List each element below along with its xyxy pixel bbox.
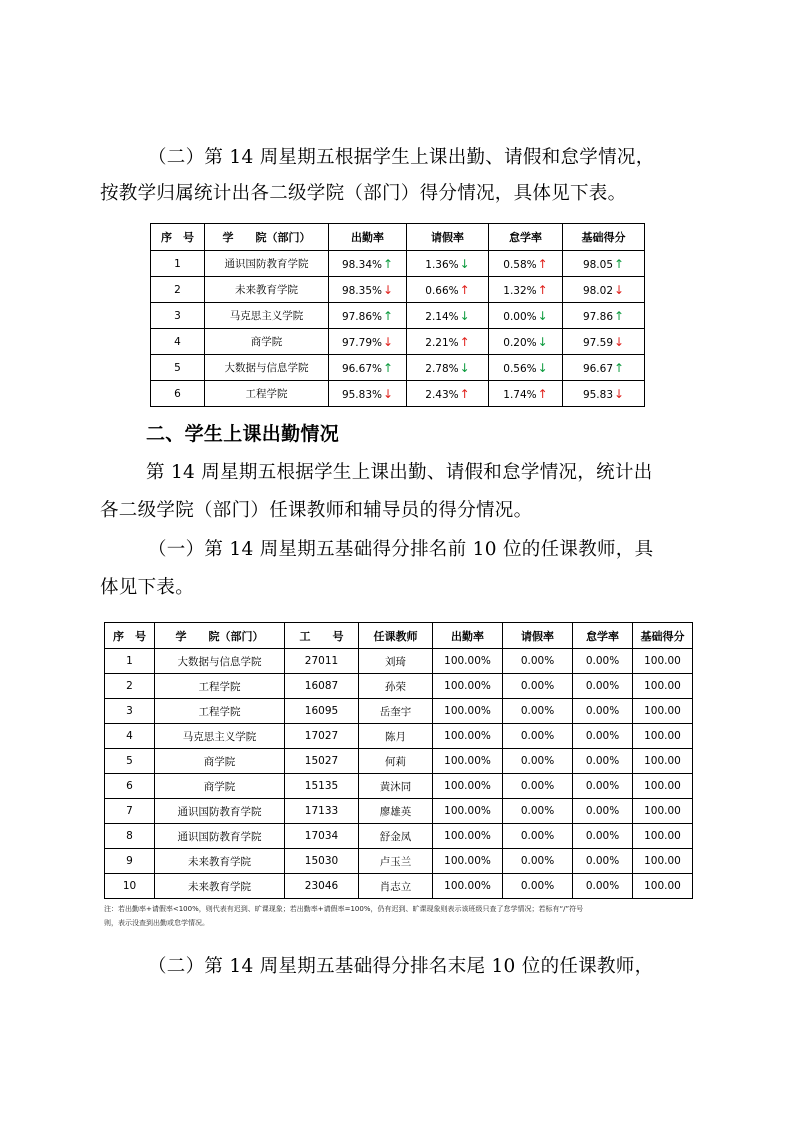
- cell-score: [563, 277, 645, 303]
- paragraph-2-line-1: 第 14 周星期五根据学生上课出勤、请假和怠学情况，统计出: [146, 462, 653, 483]
- table-row: [151, 381, 645, 407]
- arrow-down-icon: ↓: [614, 386, 625, 401]
- table-row: [151, 277, 645, 303]
- cell-no: 1: [105, 649, 155, 674]
- cell-score-value: 97.86: [582, 310, 613, 323]
- cell-truancy-value: 1.32%: [503, 284, 537, 297]
- cell-score-value: 98.02: [582, 284, 613, 297]
- cell-college: 未来教育学院: [155, 849, 285, 874]
- table-row: [151, 251, 645, 277]
- cell-score-value: 95.83: [582, 388, 613, 401]
- cell-leave: 0.00%: [503, 849, 573, 874]
- cell-truancy-value: 0.20%: [503, 336, 537, 349]
- cell-attendance: [329, 329, 407, 355]
- header-teacher: 任课教师: [359, 623, 433, 649]
- cell-college: 通识国防教育学院: [155, 799, 285, 824]
- arrow-up-icon: ↑: [537, 256, 548, 271]
- footnote-line-1: 注：若出勤率+请假率<100%，则代表有迟到、旷课现象；若出勤率+请假率=100%，仍有迟到、旷课现象则表示该班级只查了怠学情况；若标有“/”符号: [104, 905, 584, 913]
- arrow-up-icon: ↑: [459, 386, 470, 401]
- cell-score: 100.00: [633, 874, 693, 899]
- arrow-down-icon: ↓: [537, 360, 548, 375]
- cell-score: 100.00: [633, 674, 693, 699]
- cell-score: 100.00: [633, 699, 693, 724]
- cell-college: [205, 251, 329, 277]
- header-no: 序 号: [151, 224, 205, 251]
- arrow-down-icon: ↓: [382, 386, 394, 401]
- cell-college: 工程学院: [155, 674, 285, 699]
- arrow-down-icon: ↓: [459, 256, 470, 271]
- paragraph-2-line-2: 各二级学院（部门）任课教师和辅导员的得分情况。: [100, 500, 533, 521]
- cell-attendance: [329, 303, 407, 329]
- cell-staff-id: 23046: [285, 874, 359, 899]
- cell-truancy: [489, 381, 563, 407]
- paragraph-4-line-1: （二）第 14 周星期五基础得分排名末尾 10 位的任课教师，: [148, 956, 654, 977]
- arrow-up-icon: ↑: [459, 334, 470, 349]
- table-row: [151, 329, 645, 355]
- arrow-up-icon: ↑: [614, 256, 625, 271]
- cell-attendance: 100.00%: [433, 799, 503, 824]
- cell-no: [151, 303, 205, 329]
- cell-college-value: 通识国防教育学院: [224, 258, 309, 270]
- cell-truancy: 0.00%: [573, 824, 633, 849]
- cell-no: 6: [105, 774, 155, 799]
- cell-attendance: [329, 277, 407, 303]
- cell-college-value: 未来教育学院: [235, 284, 298, 296]
- arrow-up-icon: ↑: [382, 360, 394, 375]
- table-row: [105, 649, 693, 674]
- cell-attendance: 100.00%: [433, 674, 503, 699]
- cell-leave: 0.00%: [503, 874, 573, 899]
- cell-college-value: 工程学院: [245, 388, 288, 400]
- cell-truancy: 0.00%: [573, 849, 633, 874]
- paragraph-1-line-1: （二）第 14 周星期五根据学生上课出勤、请假和怠学情况，: [148, 147, 655, 168]
- cell-no: [151, 381, 205, 407]
- cell-college: 大数据与信息学院: [155, 649, 285, 674]
- cell-college: [205, 277, 329, 303]
- cell-college-value: 大数据与信息学院: [224, 362, 309, 374]
- cell-truancy: [489, 303, 563, 329]
- cell-score: 100.00: [633, 724, 693, 749]
- cell-no-value: 6: [174, 387, 181, 400]
- cell-score: [563, 355, 645, 381]
- top-teachers-table: [104, 622, 693, 899]
- cell-leave: [407, 329, 489, 355]
- arrow-down-icon: ↓: [614, 282, 625, 297]
- cell-college: 商学院: [155, 749, 285, 774]
- cell-attendance: [329, 355, 407, 381]
- cell-leave: [407, 355, 489, 381]
- cell-leave: 0.00%: [503, 749, 573, 774]
- cell-attendance: [329, 251, 407, 277]
- cell-staff-id: 17133: [285, 799, 359, 824]
- cell-teacher: 黄沐同: [359, 774, 433, 799]
- paragraph-3-line-1: （一）第 14 周星期五基础得分排名前 10 位的任课教师，具: [148, 539, 654, 560]
- table-row: [105, 699, 693, 724]
- arrow-down-icon: ↓: [459, 360, 470, 375]
- table-row: [105, 674, 693, 699]
- header-attendance: 出勤率: [433, 623, 503, 649]
- arrow-down-icon: ↓: [382, 334, 394, 349]
- cell-leave: 0.00%: [503, 674, 573, 699]
- cell-score: [563, 303, 645, 329]
- cell-no-value: 3: [174, 309, 181, 322]
- cell-score: 100.00: [633, 824, 693, 849]
- cell-teacher: 何莉: [359, 749, 433, 774]
- table-row: [105, 774, 693, 799]
- arrow-down-icon: ↓: [614, 334, 625, 349]
- cell-staff-id: 17027: [285, 724, 359, 749]
- cell-score: [563, 381, 645, 407]
- cell-staff-id: 15027: [285, 749, 359, 774]
- cell-truancy: [489, 277, 563, 303]
- cell-leave: [407, 381, 489, 407]
- cell-staff-id: 15135: [285, 774, 359, 799]
- cell-truancy: 0.00%: [573, 724, 633, 749]
- header-leave: 请假率: [407, 224, 489, 251]
- cell-college-value: 马克思主义学院: [229, 310, 304, 322]
- table-row: [105, 799, 693, 824]
- header-truancy: 怠学率: [573, 623, 633, 649]
- cell-no: 10: [105, 874, 155, 899]
- cell-leave: 0.00%: [503, 774, 573, 799]
- cell-leave: 0.00%: [503, 649, 573, 674]
- cell-score-value: 97.59: [582, 336, 613, 349]
- cell-attendance-value: 98.34%: [341, 258, 382, 271]
- cell-no: 2: [105, 674, 155, 699]
- header-attendance: 出勤率: [329, 224, 407, 251]
- cell-score: 100.00: [633, 749, 693, 774]
- arrow-up-icon: ↑: [382, 308, 394, 323]
- cell-staff-id: 15030: [285, 849, 359, 874]
- table-row: [105, 849, 693, 874]
- cell-college: 马克思主义学院: [155, 724, 285, 749]
- cell-leave-value: 2.43%: [425, 388, 459, 401]
- arrow-up-icon: ↑: [382, 256, 394, 271]
- cell-attendance-value: 95.83%: [341, 388, 382, 401]
- table-row: [151, 355, 645, 381]
- cell-truancy-value: 1.74%: [503, 388, 537, 401]
- footnote-line-2: 则，表示没查到出勤或怠学情况。: [104, 919, 209, 927]
- cell-score-value: 96.67: [582, 362, 613, 375]
- college-score-table: [150, 223, 645, 407]
- cell-college: 工程学院: [155, 699, 285, 724]
- cell-leave-value: 2.14%: [425, 310, 459, 323]
- cell-truancy: [489, 251, 563, 277]
- cell-college-value: 商学院: [250, 336, 283, 348]
- cell-score: 100.00: [633, 774, 693, 799]
- table-footnote: [104, 902, 704, 930]
- cell-leave: [407, 303, 489, 329]
- cell-no: 5: [105, 749, 155, 774]
- cell-score: 100.00: [633, 799, 693, 824]
- cell-no: 9: [105, 849, 155, 874]
- cell-staff-id: 16095: [285, 699, 359, 724]
- cell-college: [205, 355, 329, 381]
- cell-attendance: 100.00%: [433, 774, 503, 799]
- cell-college: [205, 303, 329, 329]
- arrow-up-icon: ↑: [614, 308, 625, 323]
- cell-leave: 0.00%: [503, 824, 573, 849]
- cell-no: [151, 251, 205, 277]
- cell-no: 8: [105, 824, 155, 849]
- header-college: 学 院（部门）: [155, 623, 285, 649]
- table-row: [105, 874, 693, 899]
- cell-truancy-value: 0.56%: [503, 362, 537, 375]
- header-staff-id: 工 号: [285, 623, 359, 649]
- cell-leave: [407, 251, 489, 277]
- cell-truancy-value: 0.00%: [503, 310, 537, 323]
- cell-attendance: 100.00%: [433, 824, 503, 849]
- paragraph-1-line-2: 按教学归属统计出各二级学院（部门）得分情况，具体见下表。: [100, 183, 627, 204]
- cell-truancy: 0.00%: [573, 774, 633, 799]
- cell-college: [205, 329, 329, 355]
- cell-teacher: 岳奎宇: [359, 699, 433, 724]
- cell-teacher: 陈月: [359, 724, 433, 749]
- cell-attendance-value: 97.86%: [341, 310, 382, 323]
- table-row: [105, 724, 693, 749]
- cell-no: 7: [105, 799, 155, 824]
- cell-score: 100.00: [633, 849, 693, 874]
- cell-teacher: 廖雄英: [359, 799, 433, 824]
- cell-truancy: 0.00%: [573, 674, 633, 699]
- cell-no-value: 1: [174, 257, 181, 270]
- cell-teacher: 肖志立: [359, 874, 433, 899]
- arrow-down-icon: ↓: [537, 334, 548, 349]
- cell-college: 商学院: [155, 774, 285, 799]
- arrow-down-icon: ↓: [537, 308, 548, 323]
- cell-score: [563, 329, 645, 355]
- cell-truancy: 0.00%: [573, 749, 633, 774]
- cell-no: 3: [105, 699, 155, 724]
- cell-college: 未来教育学院: [155, 874, 285, 899]
- cell-attendance: 100.00%: [433, 699, 503, 724]
- cell-attendance: 100.00%: [433, 649, 503, 674]
- cell-teacher: 孙荣: [359, 674, 433, 699]
- cell-teacher: 舒金凤: [359, 824, 433, 849]
- cell-attendance-value: 96.67%: [341, 362, 382, 375]
- table-row: [105, 749, 693, 774]
- cell-truancy: 0.00%: [573, 649, 633, 674]
- arrow-down-icon: ↓: [459, 308, 470, 323]
- header-leave: 请假率: [503, 623, 573, 649]
- paragraph-3-line-2: 体见下表。: [100, 577, 195, 598]
- cell-score: 100.00: [633, 649, 693, 674]
- arrow-up-icon: ↑: [614, 360, 625, 375]
- cell-leave: [407, 277, 489, 303]
- arrow-up-icon: ↑: [459, 282, 470, 297]
- header-college: 学 院（部门）: [205, 224, 329, 251]
- header-no: 序 号: [105, 623, 155, 649]
- section-heading: 二、学生上课出勤情况: [146, 423, 340, 445]
- arrow-up-icon: ↑: [537, 386, 548, 401]
- cell-no: 4: [105, 724, 155, 749]
- cell-truancy: 0.00%: [573, 699, 633, 724]
- cell-leave-value: 1.36%: [425, 258, 459, 271]
- header-score: 基础得分: [563, 224, 645, 251]
- cell-attendance: 100.00%: [433, 874, 503, 899]
- cell-college: 通识国防教育学院: [155, 824, 285, 849]
- header-truancy: 怠学率: [489, 224, 563, 251]
- cell-no: [151, 355, 205, 381]
- cell-truancy: [489, 329, 563, 355]
- cell-leave-value: 2.21%: [425, 336, 459, 349]
- cell-leave-value: 2.78%: [425, 362, 459, 375]
- cell-staff-id: 16087: [285, 674, 359, 699]
- cell-attendance: 100.00%: [433, 724, 503, 749]
- cell-score: [563, 251, 645, 277]
- cell-truancy: 0.00%: [573, 874, 633, 899]
- header-score: 基础得分: [633, 623, 693, 649]
- cell-leave-value: 0.66%: [425, 284, 459, 297]
- cell-staff-id: 17034: [285, 824, 359, 849]
- cell-no-value: 2: [174, 283, 181, 296]
- cell-score-value: 98.05: [582, 258, 613, 271]
- cell-college: [205, 381, 329, 407]
- table-row: [151, 303, 645, 329]
- table-header-row: [105, 623, 693, 649]
- table-header-row: [151, 224, 645, 251]
- cell-teacher: 刘琦: [359, 649, 433, 674]
- cell-truancy: [489, 355, 563, 381]
- cell-no-value: 5: [174, 361, 181, 374]
- cell-leave: 0.00%: [503, 699, 573, 724]
- arrow-up-icon: ↑: [537, 282, 548, 297]
- cell-staff-id: 27011: [285, 649, 359, 674]
- cell-attendance-value: 98.35%: [341, 284, 382, 297]
- cell-no-value: 4: [174, 335, 181, 348]
- arrow-down-icon: ↓: [382, 282, 394, 297]
- cell-attendance: 100.00%: [433, 849, 503, 874]
- cell-leave: 0.00%: [503, 799, 573, 824]
- cell-truancy-value: 0.58%: [503, 258, 537, 271]
- cell-attendance: [329, 381, 407, 407]
- cell-attendance: 100.00%: [433, 749, 503, 774]
- cell-teacher: 卢玉兰: [359, 849, 433, 874]
- cell-leave: 0.00%: [503, 724, 573, 749]
- table-row: [105, 824, 693, 849]
- cell-no: [151, 277, 205, 303]
- cell-no: [151, 329, 205, 355]
- cell-truancy: 0.00%: [573, 799, 633, 824]
- cell-attendance-value: 97.79%: [341, 336, 382, 349]
